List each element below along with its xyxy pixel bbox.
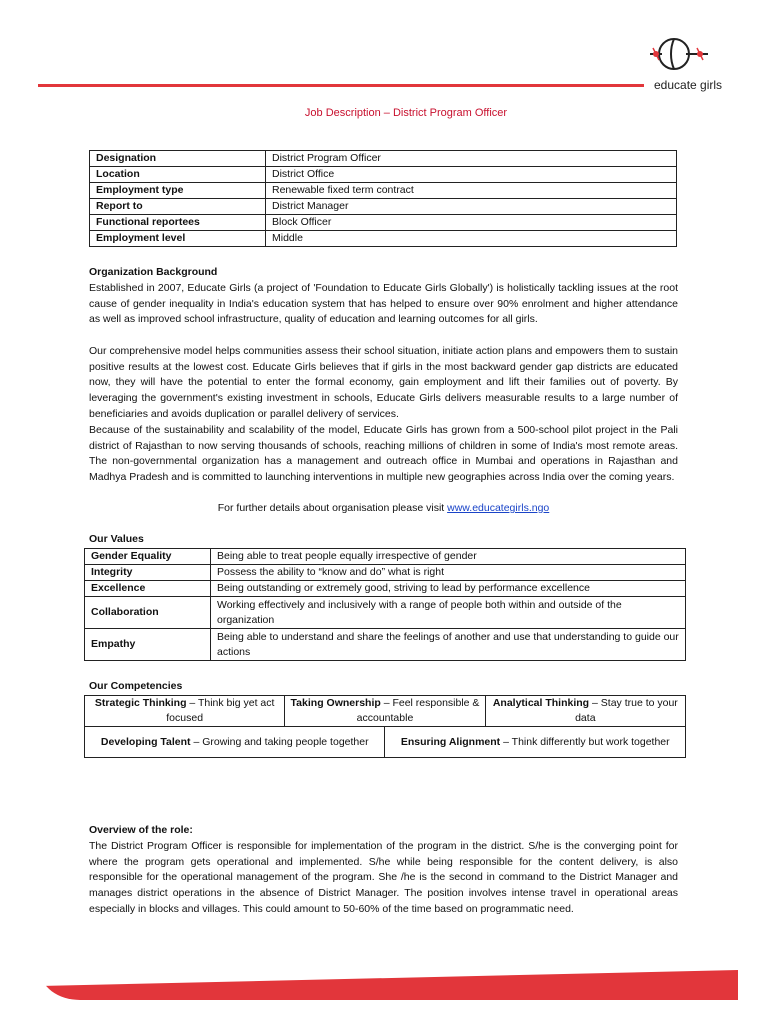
job-info-row xyxy=(90,231,677,247)
value-name: Excellence xyxy=(85,581,211,597)
job-info-value: District Program Officer xyxy=(266,151,677,167)
competency-cell: Developing Talent – Growing and taking people together xyxy=(85,727,385,758)
values-table xyxy=(84,548,686,661)
job-info-row xyxy=(90,215,677,231)
org-background-heading: Organization Background xyxy=(89,266,218,278)
value-row xyxy=(85,565,686,581)
job-info-row xyxy=(90,151,677,167)
visit-text: For further details about organisation please visit xyxy=(217,502,448,514)
values-heading: Our Values xyxy=(89,533,144,545)
value-description: Possess the ability to “know and do” what is right xyxy=(211,565,686,581)
org-background-paragraph-1: Established in 2007, Educate Girls (a project of 'Foundation to Educate Girls Globally') is holistically tackling issues at the root cause of gender inequality in India's education system that has helped to ensure over 90% enrolment and higher attendance as well as improved school infrastructure, quality of education and learning outcomes for all girls. xyxy=(89,282,678,326)
document-title: Job Description – District Program Officer xyxy=(304,107,508,119)
logo-text: educate girls xyxy=(654,78,723,92)
competency-cell: Ensuring Alignment – Think differently but work together xyxy=(385,727,686,758)
competencies-heading: Our Competencies xyxy=(89,680,183,692)
overview-paragraph: The District Program Officer is responsible for implementation of the program in the district. S/he is the converging point for where the program gets operational and implemented. S/he while being responsible for the content delivery, is also responsible for the operational management of the program. She /he is the second in command to the District Manager and manages district operations in the absence of District Manager. The position involves intense travel in operational areas especially in blocks and villages. This could amount to 50-60% of the time based on programmatic need. xyxy=(89,840,678,915)
value-description: Being able to understand and share the feelings of another and use that understanding to guide our actions xyxy=(211,629,686,661)
overview-heading: Overview of the role: xyxy=(89,824,193,836)
job-info-label: Designation xyxy=(90,151,266,167)
value-row xyxy=(85,549,686,565)
job-info-row xyxy=(90,183,677,199)
footer-band xyxy=(40,970,738,1000)
job-info-value: District Manager xyxy=(266,199,677,215)
value-row xyxy=(85,581,686,597)
job-info-row xyxy=(90,199,677,215)
value-row xyxy=(85,629,686,661)
job-info-label: Employment level xyxy=(90,231,266,247)
job-info-value: Middle xyxy=(266,231,677,247)
value-description: Working effectively and inclusively with a range of people both within and outside of the organization xyxy=(211,597,686,629)
job-info-value: Block Officer xyxy=(266,215,677,231)
value-description: Being outstanding or extremely good, striving to lead by performance excellence xyxy=(211,581,686,597)
visit-line xyxy=(89,502,678,514)
job-info-value: District Office xyxy=(266,167,677,183)
logo-mark-icon xyxy=(636,34,736,78)
org-background-paragraph-2: Our comprehensive model helps communities assess their school situation, initiate action plans and empowers them to sustain positive results at the lowest cost. Educate Girls believes that if girls in the most backward gender gap districts are educated now, they will have the potential to enter the formal economy, gain employment and lift their families out of poverty. By leveraging the government's existing investment in schools, Educate Girls delivers measurable results to a large number of beneficiaries and avoids duplication or parallel delivery of services. xyxy=(89,345,678,420)
value-name: Collaboration xyxy=(85,597,211,629)
job-info-row xyxy=(90,167,677,183)
header-rule xyxy=(38,84,644,87)
job-info-label: Report to xyxy=(90,199,266,215)
value-row xyxy=(85,597,686,629)
competency-cell: Analytical Thinking – Stay true to your data xyxy=(485,696,685,727)
competency-cell: Taking Ownership – Feel responsible & accountable xyxy=(285,696,485,727)
value-description: Being able to treat people equally irrespective of gender xyxy=(211,549,686,565)
job-info-label: Location xyxy=(90,167,266,183)
org-background-paragraph-3: Because of the sustainability and scalability of the model, Educate Girls has grown from a 500-school pilot project in the Pali district of Rajasthan to now serving thousands of schools, reaching millions of children in some of India's most remote areas. The non-governmental organization has a management and outreach office in Mumbai and operations in Rajasthan and Madhya Pradesh and is committed to launching interventions in multiple new geographies across India over the coming years. xyxy=(89,424,678,484)
competency-cell: Strategic Thinking – Think big yet act focused xyxy=(85,696,285,727)
job-info-table xyxy=(89,150,677,247)
job-info-value: Renewable fixed term contract xyxy=(266,183,677,199)
website-link[interactable]: www.educategirls.ngo xyxy=(447,502,550,514)
value-name: Integrity xyxy=(85,565,211,581)
value-name: Empathy xyxy=(85,629,211,661)
job-info-label: Employment type xyxy=(90,183,266,199)
job-info-label: Functional reportees xyxy=(90,215,266,231)
competencies-table xyxy=(84,695,686,758)
educate-girls-logo xyxy=(636,34,736,94)
value-name: Gender Equality xyxy=(85,549,211,565)
